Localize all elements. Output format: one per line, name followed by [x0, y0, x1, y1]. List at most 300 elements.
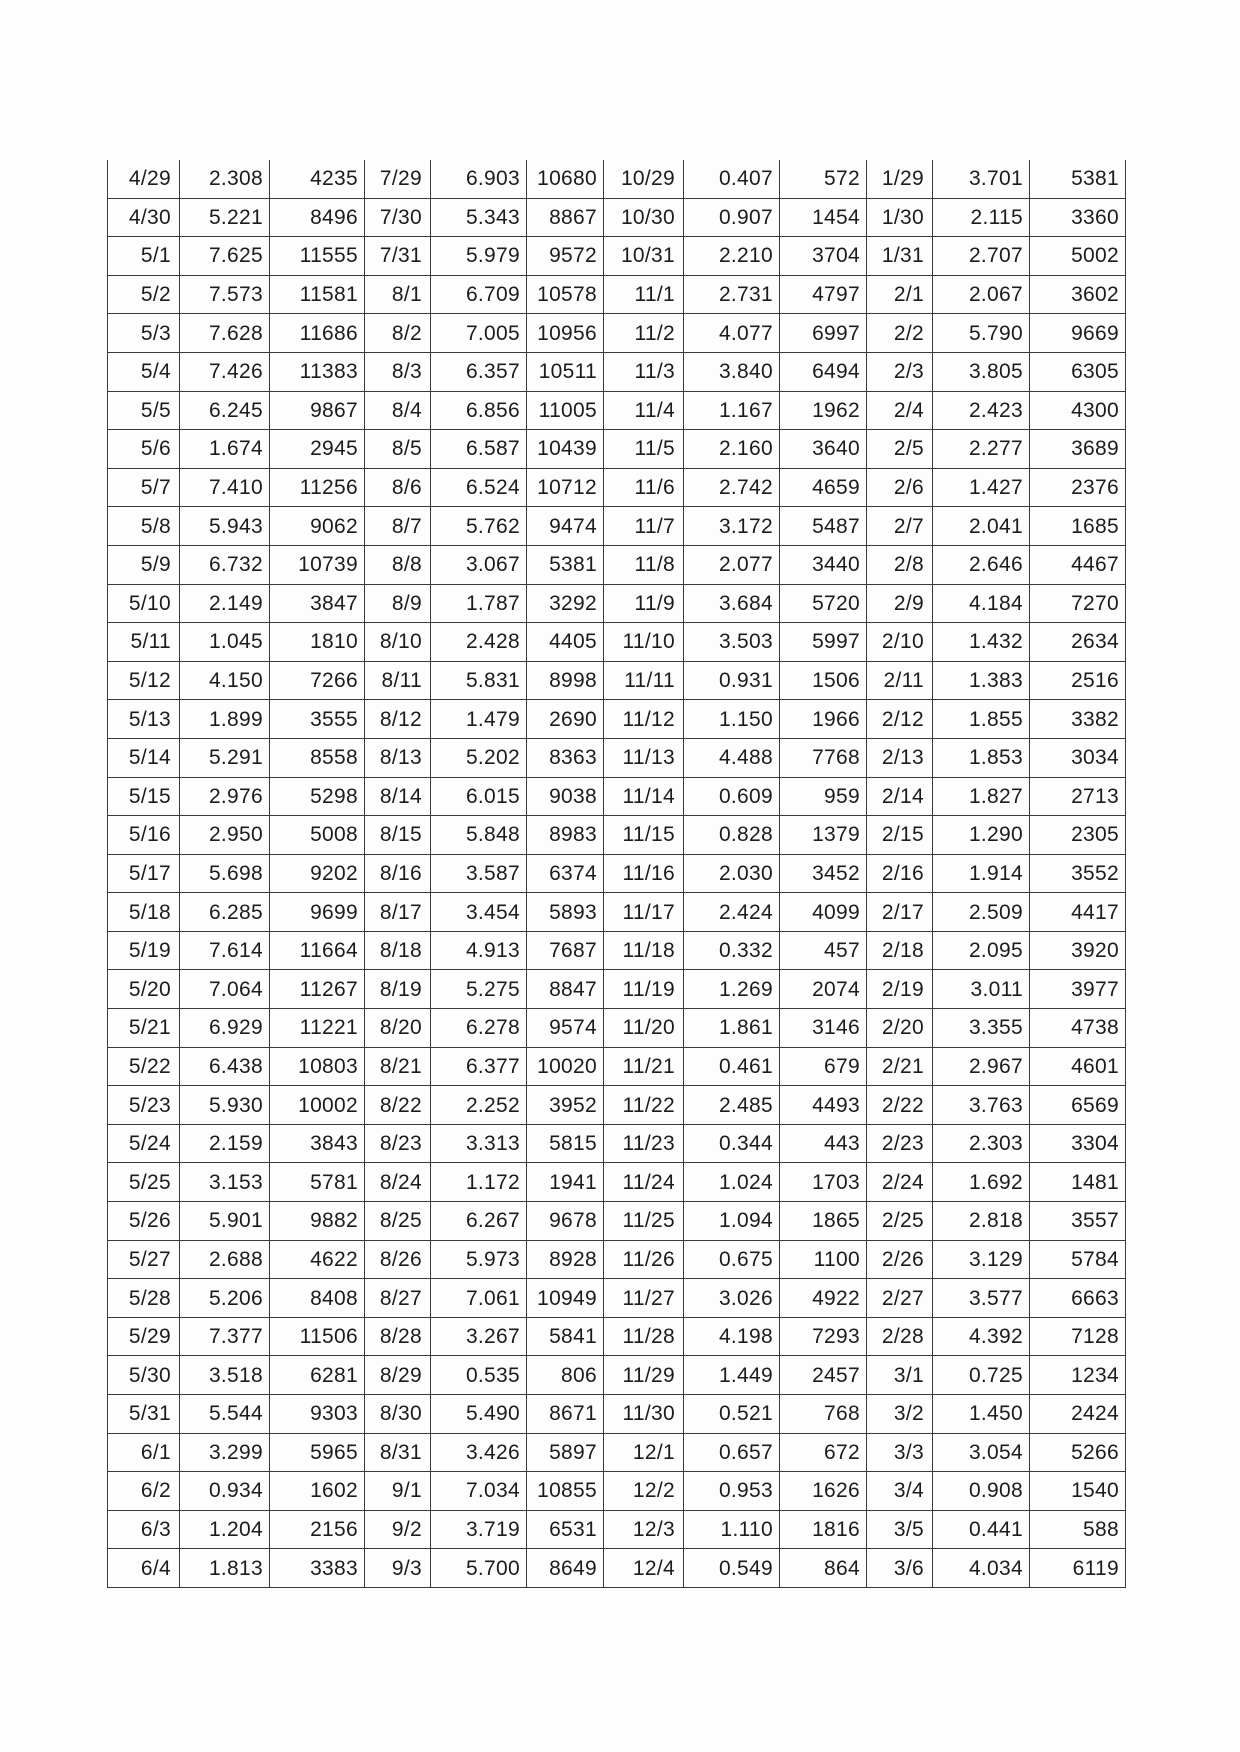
- date-cell: 5/6: [108, 430, 180, 469]
- value-cell: 1966: [780, 700, 867, 739]
- table-body: [108, 160, 1126, 1587]
- value-cell: 7128: [1030, 1317, 1126, 1356]
- table-row: [108, 1395, 1126, 1434]
- value-cell: 768: [780, 1395, 867, 1434]
- value-cell: 6997: [780, 314, 867, 353]
- value-cell: 0.407: [684, 160, 780, 198]
- value-cell: 0.931: [684, 661, 780, 700]
- value-cell: 7.061: [431, 1279, 527, 1318]
- table-row: [108, 1472, 1126, 1511]
- value-cell: 8496: [270, 198, 365, 237]
- date-cell: 5/26: [108, 1202, 180, 1241]
- value-cell: 0.521: [684, 1395, 780, 1434]
- value-cell: 7.034: [431, 1472, 527, 1511]
- date-cell: 11/12: [604, 700, 684, 739]
- value-cell: 11506: [270, 1317, 365, 1356]
- date-cell: 2/21: [867, 1047, 933, 1086]
- date-cell: 2/17: [867, 893, 933, 932]
- value-cell: 7768: [780, 738, 867, 777]
- date-cell: 3/1: [867, 1356, 933, 1395]
- value-cell: 5002: [1030, 237, 1126, 276]
- value-cell: 11581: [270, 275, 365, 314]
- value-cell: 2516: [1030, 661, 1126, 700]
- value-cell: 8867: [527, 198, 604, 237]
- value-cell: 3146: [780, 1009, 867, 1048]
- date-cell: 2/15: [867, 816, 933, 855]
- value-cell: 5.848: [431, 816, 527, 855]
- date-cell: 3/3: [867, 1433, 933, 1472]
- value-cell: 7.625: [180, 237, 270, 276]
- value-cell: 11256: [270, 468, 365, 507]
- value-cell: 3292: [527, 584, 604, 623]
- table-row: [108, 160, 1126, 198]
- value-cell: 5008: [270, 816, 365, 855]
- value-cell: 1506: [780, 661, 867, 700]
- date-cell: 10/29: [604, 160, 684, 198]
- date-cell: 8/8: [365, 545, 431, 584]
- date-cell: 2/9: [867, 584, 933, 623]
- value-cell: 5.930: [180, 1086, 270, 1125]
- date-cell: 5/3: [108, 314, 180, 353]
- value-cell: 443: [780, 1124, 867, 1163]
- date-cell: 2/8: [867, 545, 933, 584]
- date-cell: 5/18: [108, 893, 180, 932]
- value-cell: 6663: [1030, 1279, 1126, 1318]
- value-cell: 4099: [780, 893, 867, 932]
- value-cell: 5.973: [431, 1240, 527, 1279]
- value-cell: 4.034: [933, 1549, 1030, 1588]
- value-cell: 0.908: [933, 1472, 1030, 1511]
- value-cell: 11555: [270, 237, 365, 276]
- date-cell: 11/6: [604, 468, 684, 507]
- date-cell: 8/16: [365, 854, 431, 893]
- date-cell: 2/22: [867, 1086, 933, 1125]
- value-cell: 5298: [270, 777, 365, 816]
- value-cell: 1.861: [684, 1009, 780, 1048]
- value-cell: 5965: [270, 1433, 365, 1472]
- value-cell: 2.041: [933, 507, 1030, 546]
- table-row: [108, 700, 1126, 739]
- date-cell: 11/28: [604, 1317, 684, 1356]
- value-cell: 1.094: [684, 1202, 780, 1241]
- value-cell: 2.210: [684, 237, 780, 276]
- value-cell: 2.646: [933, 545, 1030, 584]
- table-row: [108, 468, 1126, 507]
- value-cell: 1.269: [684, 970, 780, 1009]
- date-cell: 11/3: [604, 352, 684, 391]
- value-cell: 5893: [527, 893, 604, 932]
- date-cell: 11/20: [604, 1009, 684, 1048]
- value-cell: 7.426: [180, 352, 270, 391]
- value-cell: 5487: [780, 507, 867, 546]
- table-row: [108, 391, 1126, 430]
- value-cell: 11664: [270, 931, 365, 970]
- value-cell: 7.614: [180, 931, 270, 970]
- value-cell: 5.901: [180, 1202, 270, 1241]
- value-cell: 5997: [780, 623, 867, 662]
- value-cell: 6305: [1030, 352, 1126, 391]
- value-cell: 3383: [270, 1549, 365, 1588]
- table-row: [108, 1124, 1126, 1163]
- value-cell: 7.410: [180, 468, 270, 507]
- date-cell: 11/4: [604, 391, 684, 430]
- date-cell: 2/26: [867, 1240, 933, 1279]
- date-cell: 8/24: [365, 1163, 431, 1202]
- table-row: [108, 816, 1126, 855]
- date-cell: 2/6: [867, 468, 933, 507]
- date-cell: 8/10: [365, 623, 431, 662]
- date-cell: 2/25: [867, 1202, 933, 1241]
- value-cell: 5.291: [180, 738, 270, 777]
- date-cell: 5/2: [108, 275, 180, 314]
- value-cell: 9699: [270, 893, 365, 932]
- date-cell: 11/24: [604, 1163, 684, 1202]
- table-row: [108, 545, 1126, 584]
- value-cell: 0.828: [684, 816, 780, 855]
- value-cell: 3034: [1030, 738, 1126, 777]
- value-cell: 2424: [1030, 1395, 1126, 1434]
- date-cell: 8/27: [365, 1279, 431, 1318]
- date-cell: 5/15: [108, 777, 180, 816]
- table-row: [108, 970, 1126, 1009]
- date-cell: 6/2: [108, 1472, 180, 1511]
- date-cell: 10/30: [604, 198, 684, 237]
- value-cell: 3.719: [431, 1510, 527, 1549]
- date-cell: 12/3: [604, 1510, 684, 1549]
- value-cell: 1234: [1030, 1356, 1126, 1395]
- value-cell: 1.427: [933, 468, 1030, 507]
- date-cell: 2/13: [867, 738, 933, 777]
- value-cell: 3977: [1030, 970, 1126, 1009]
- date-cell: 8/23: [365, 1124, 431, 1163]
- date-cell: 8/31: [365, 1433, 431, 1472]
- table-row: [108, 198, 1126, 237]
- date-cell: 3/4: [867, 1472, 933, 1511]
- value-cell: 6.856: [431, 391, 527, 430]
- value-cell: 0.609: [684, 777, 780, 816]
- value-cell: 3704: [780, 237, 867, 276]
- value-cell: 1.479: [431, 700, 527, 739]
- date-cell: 8/19: [365, 970, 431, 1009]
- table-row: [108, 854, 1126, 893]
- value-cell: 2713: [1030, 777, 1126, 816]
- value-cell: 10956: [527, 314, 604, 353]
- date-cell: 11/30: [604, 1395, 684, 1434]
- value-cell: 10511: [527, 352, 604, 391]
- value-cell: 1.692: [933, 1163, 1030, 1202]
- date-cell: 9/1: [365, 1472, 431, 1511]
- date-cell: 11/19: [604, 970, 684, 1009]
- value-cell: 3689: [1030, 430, 1126, 469]
- value-cell: 10855: [527, 1472, 604, 1511]
- value-cell: 2305: [1030, 816, 1126, 855]
- value-cell: 5.343: [431, 198, 527, 237]
- date-cell: 2/16: [867, 854, 933, 893]
- date-cell: 8/29: [365, 1356, 431, 1395]
- table-row: [108, 1279, 1126, 1318]
- date-cell: 2/12: [867, 700, 933, 739]
- table-row: [108, 237, 1126, 276]
- date-cell: 8/3: [365, 352, 431, 391]
- value-cell: 2.423: [933, 391, 1030, 430]
- value-cell: 9882: [270, 1202, 365, 1241]
- date-cell: 8/28: [365, 1317, 431, 1356]
- date-cell: 11/21: [604, 1047, 684, 1086]
- date-cell: 7/29: [365, 160, 431, 198]
- value-cell: 4.913: [431, 931, 527, 970]
- value-cell: 1.290: [933, 816, 1030, 855]
- date-cell: 12/4: [604, 1549, 684, 1588]
- date-cell: 5/12: [108, 661, 180, 700]
- value-cell: 6.285: [180, 893, 270, 932]
- value-cell: 1810: [270, 623, 365, 662]
- value-cell: 1.024: [684, 1163, 780, 1202]
- value-cell: 3.577: [933, 1279, 1030, 1318]
- value-cell: 1816: [780, 1510, 867, 1549]
- value-cell: 4659: [780, 468, 867, 507]
- value-cell: 2457: [780, 1356, 867, 1395]
- date-cell: 1/29: [867, 160, 933, 198]
- value-cell: 3952: [527, 1086, 604, 1125]
- value-cell: 3557: [1030, 1202, 1126, 1241]
- value-cell: 2.967: [933, 1047, 1030, 1086]
- value-cell: 2634: [1030, 623, 1126, 662]
- value-cell: 10949: [527, 1279, 604, 1318]
- date-cell: 4/30: [108, 198, 180, 237]
- value-cell: 7.064: [180, 970, 270, 1009]
- value-cell: 5.698: [180, 854, 270, 893]
- value-cell: 3.503: [684, 623, 780, 662]
- date-cell: 11/2: [604, 314, 684, 353]
- date-cell: 5/22: [108, 1047, 180, 1086]
- table-row: [108, 314, 1126, 353]
- value-cell: 457: [780, 931, 867, 970]
- value-cell: 4467: [1030, 545, 1126, 584]
- value-cell: 5.544: [180, 1395, 270, 1434]
- date-cell: 8/5: [365, 430, 431, 469]
- table-row: [108, 507, 1126, 546]
- value-cell: 5841: [527, 1317, 604, 1356]
- value-cell: 2.707: [933, 237, 1030, 276]
- value-cell: 9474: [527, 507, 604, 546]
- value-cell: 7.377: [180, 1317, 270, 1356]
- value-cell: 9678: [527, 1202, 604, 1241]
- date-cell: 2/10: [867, 623, 933, 662]
- table-row: [108, 893, 1126, 932]
- date-cell: 8/2: [365, 314, 431, 353]
- value-cell: 3452: [780, 854, 867, 893]
- date-cell: 8/11: [365, 661, 431, 700]
- table-row: [108, 1433, 1126, 1472]
- value-cell: 4.488: [684, 738, 780, 777]
- value-cell: 3440: [780, 545, 867, 584]
- value-cell: 0.332: [684, 931, 780, 970]
- value-cell: 1.827: [933, 777, 1030, 816]
- value-cell: 4622: [270, 1240, 365, 1279]
- value-cell: 2.160: [684, 430, 780, 469]
- value-cell: 1962: [780, 391, 867, 430]
- value-cell: 6.524: [431, 468, 527, 507]
- value-cell: 3.426: [431, 1433, 527, 1472]
- date-cell: 11/26: [604, 1240, 684, 1279]
- date-cell: 2/1: [867, 275, 933, 314]
- date-cell: 5/4: [108, 352, 180, 391]
- value-cell: 2074: [780, 970, 867, 1009]
- value-cell: 1.204: [180, 1510, 270, 1549]
- table-row: [108, 584, 1126, 623]
- value-cell: 9202: [270, 854, 365, 893]
- value-cell: 588: [1030, 1510, 1126, 1549]
- value-cell: 4.198: [684, 1317, 780, 1356]
- value-cell: 5.700: [431, 1549, 527, 1588]
- value-cell: 6.015: [431, 777, 527, 816]
- date-cell: 11/16: [604, 854, 684, 893]
- date-cell: 11/29: [604, 1356, 684, 1395]
- value-cell: 1941: [527, 1163, 604, 1202]
- date-cell: 11/8: [604, 545, 684, 584]
- value-cell: 8998: [527, 661, 604, 700]
- value-cell: 2.818: [933, 1202, 1030, 1241]
- value-cell: 5381: [1030, 160, 1126, 198]
- date-cell: 11/17: [604, 893, 684, 932]
- value-cell: 6.245: [180, 391, 270, 430]
- value-cell: 2.428: [431, 623, 527, 662]
- value-cell: 11383: [270, 352, 365, 391]
- date-cell: 2/2: [867, 314, 933, 353]
- value-cell: 6281: [270, 1356, 365, 1395]
- value-cell: 9038: [527, 777, 604, 816]
- value-cell: 2.731: [684, 275, 780, 314]
- value-cell: 0.441: [933, 1510, 1030, 1549]
- value-cell: 5381: [527, 545, 604, 584]
- value-cell: 0.344: [684, 1124, 780, 1163]
- value-cell: 2.115: [933, 198, 1030, 237]
- table-row: [108, 430, 1126, 469]
- date-cell: 7/31: [365, 237, 431, 276]
- value-cell: 2690: [527, 700, 604, 739]
- value-cell: 2.252: [431, 1086, 527, 1125]
- date-cell: 5/7: [108, 468, 180, 507]
- value-cell: 0.907: [684, 198, 780, 237]
- value-cell: 3.684: [684, 584, 780, 623]
- value-cell: 8363: [527, 738, 604, 777]
- date-cell: 3/6: [867, 1549, 933, 1588]
- date-cell: 8/9: [365, 584, 431, 623]
- date-cell: 2/23: [867, 1124, 933, 1163]
- value-cell: 3.805: [933, 352, 1030, 391]
- value-cell: 1.110: [684, 1510, 780, 1549]
- value-cell: 6.587: [431, 430, 527, 469]
- date-cell: 11/11: [604, 661, 684, 700]
- data-table: [107, 160, 1126, 1588]
- value-cell: 3.172: [684, 507, 780, 546]
- date-cell: 11/23: [604, 1124, 684, 1163]
- value-cell: 8983: [527, 816, 604, 855]
- value-cell: 7.628: [180, 314, 270, 353]
- value-cell: 6374: [527, 854, 604, 893]
- date-cell: 2/20: [867, 1009, 933, 1048]
- date-cell: 11/27: [604, 1279, 684, 1318]
- date-cell: 2/3: [867, 352, 933, 391]
- value-cell: 6.438: [180, 1047, 270, 1086]
- date-cell: 5/21: [108, 1009, 180, 1048]
- date-cell: 5/24: [108, 1124, 180, 1163]
- value-cell: 1685: [1030, 507, 1126, 546]
- value-cell: 4797: [780, 275, 867, 314]
- value-cell: 5.206: [180, 1279, 270, 1318]
- table-row: [108, 1163, 1126, 1202]
- value-cell: 2.149: [180, 584, 270, 623]
- value-cell: 1540: [1030, 1472, 1126, 1511]
- date-cell: 8/22: [365, 1086, 431, 1125]
- date-cell: 11/9: [604, 584, 684, 623]
- value-cell: 3.701: [933, 160, 1030, 198]
- date-cell: 5/27: [108, 1240, 180, 1279]
- value-cell: 10578: [527, 275, 604, 314]
- value-cell: 10439: [527, 430, 604, 469]
- date-cell: 8/7: [365, 507, 431, 546]
- date-cell: 5/11: [108, 623, 180, 662]
- date-cell: 4/29: [108, 160, 180, 198]
- table-row: [108, 738, 1126, 777]
- table-row: [108, 777, 1126, 816]
- date-cell: 2/14: [867, 777, 933, 816]
- value-cell: 5.831: [431, 661, 527, 700]
- value-cell: 0.953: [684, 1472, 780, 1511]
- date-cell: 8/21: [365, 1047, 431, 1086]
- value-cell: 2.950: [180, 816, 270, 855]
- value-cell: 7270: [1030, 584, 1126, 623]
- value-cell: 1.432: [933, 623, 1030, 662]
- value-cell: 1100: [780, 1240, 867, 1279]
- date-cell: 5/17: [108, 854, 180, 893]
- table-row: [108, 931, 1126, 970]
- value-cell: 9303: [270, 1395, 365, 1434]
- date-cell: 8/14: [365, 777, 431, 816]
- date-cell: 8/30: [365, 1395, 431, 1434]
- value-cell: 6.732: [180, 545, 270, 584]
- table-row: [108, 661, 1126, 700]
- value-cell: 3.067: [431, 545, 527, 584]
- table-row: [108, 1549, 1126, 1588]
- value-cell: 3552: [1030, 854, 1126, 893]
- value-cell: 5.202: [431, 738, 527, 777]
- date-cell: 5/29: [108, 1317, 180, 1356]
- value-cell: 9669: [1030, 314, 1126, 353]
- date-cell: 12/1: [604, 1433, 684, 1472]
- date-cell: 11/14: [604, 777, 684, 816]
- value-cell: 1865: [780, 1202, 867, 1241]
- value-cell: 1.383: [933, 661, 1030, 700]
- value-cell: 3.153: [180, 1163, 270, 1202]
- date-cell: 5/13: [108, 700, 180, 739]
- date-cell: 11/13: [604, 738, 684, 777]
- value-cell: 572: [780, 160, 867, 198]
- date-cell: 11/7: [604, 507, 684, 546]
- value-cell: 5.762: [431, 507, 527, 546]
- table-row: [108, 1086, 1126, 1125]
- value-cell: 10739: [270, 545, 365, 584]
- value-cell: 5720: [780, 584, 867, 623]
- date-cell: 11/5: [604, 430, 684, 469]
- date-cell: 8/26: [365, 1240, 431, 1279]
- value-cell: 2.303: [933, 1124, 1030, 1163]
- value-cell: 5815: [527, 1124, 604, 1163]
- value-cell: 7.005: [431, 314, 527, 353]
- value-cell: 11686: [270, 314, 365, 353]
- value-cell: 10712: [527, 468, 604, 507]
- value-cell: 1.150: [684, 700, 780, 739]
